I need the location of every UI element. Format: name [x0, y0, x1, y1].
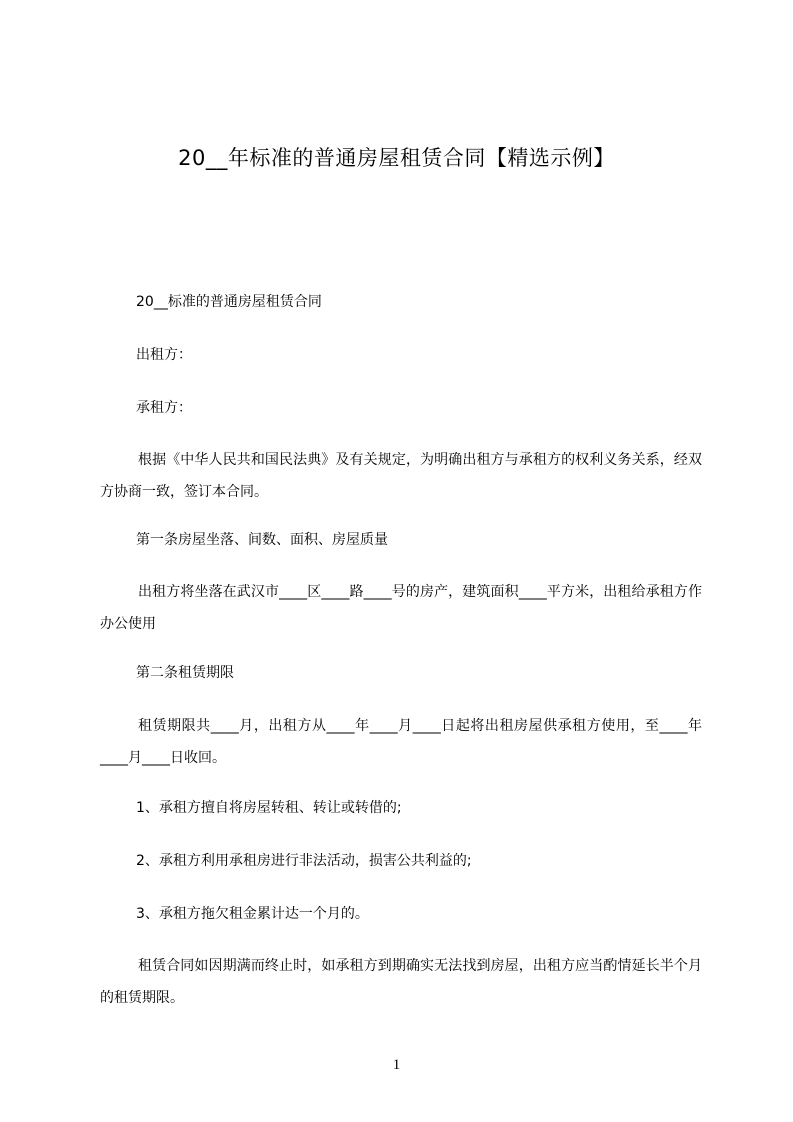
closing-paragraph: 租赁合同如因期满而终止时，如承租方到期确实无法找到房屋，出租方应当酌情延长半个月的租赁期限。: [100, 958, 702, 1006]
document-title: 20__年标准的普通房屋租赁合同【精选示例】: [178, 146, 615, 170]
article1-body: 出租方将坐落在武汉市____区____路____号的房产，建筑面积____平方米，出租给承租方作办公使用: [100, 584, 702, 632]
list-item-1: 1、承租方擅自将房屋转租、转让或转借的;: [136, 800, 402, 816]
article2-heading: 第二条租赁期限: [136, 665, 234, 681]
preamble-paragraph: 根据《中华人民共和国民法典》及有关规定，为明确出租方与承租方的权利义务关系，经双方协商一致，签订本合同。: [100, 452, 702, 500]
lessor-line: 出租方：: [136, 347, 192, 363]
list-item-3: 3、承租方拖欠租金累计达一个月的。: [136, 906, 369, 922]
contract-subtitle: 20__标准的普通房屋租赁合同: [136, 294, 322, 310]
list-item-2: 2、承租方利用承租房进行非法活动，损害公共利益的;: [136, 853, 472, 869]
article2-body: 租赁期限共____月，出租方从____年____月____日起将出租房屋供承租方使用，至____年____月____日收回。: [100, 718, 702, 766]
page-number: 1: [392, 1057, 401, 1073]
article1-heading: 第一条房屋坐落、间数、面积、房屋质量: [136, 532, 388, 548]
lessee-line: 承租方：: [136, 400, 192, 416]
